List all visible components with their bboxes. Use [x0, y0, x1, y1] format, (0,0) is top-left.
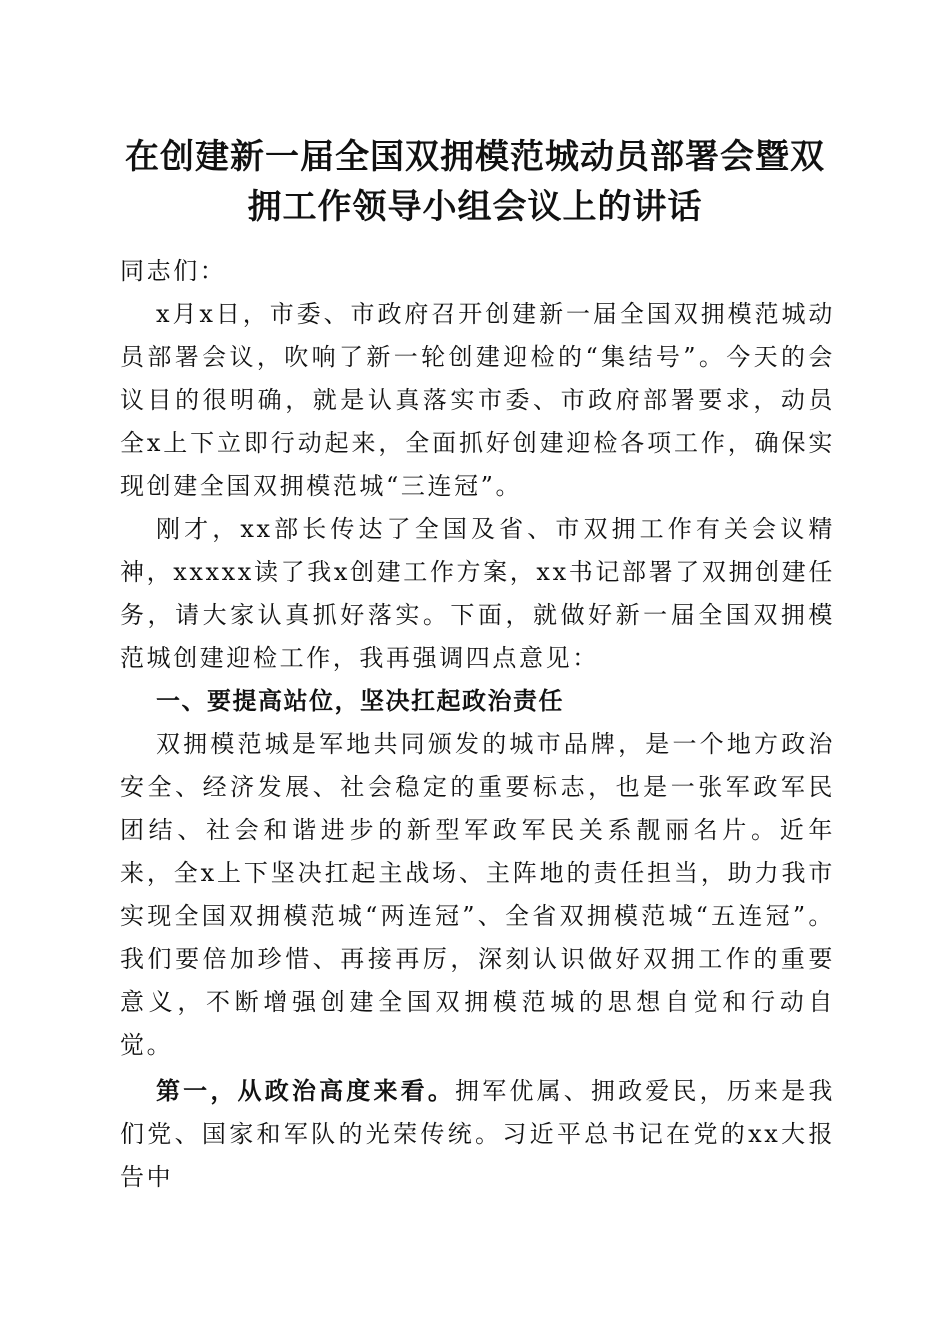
paragraph-1: x月x日，市委、市政府召开创建新一届全国双拥模范城动员部署会议，吹响了新一轮创建迎检的“集结号”。今天的会议目的很明确，就是认真落实市委、市政府部署要求，动员全x上下立即行动起来，全面抓好创建迎检各项工作，确保实现创建全国双拥模范城“三连冠”。	[120, 300, 835, 500]
paragraph-4-lead: 第一，从政治高度来看。	[156, 1076, 456, 1105]
paragraph-2: 刚才，xx部长传达了全国及省、市双拥工作有关会议精神，xxxxx读了我x创建工作方案，xx书记部署了双拥创建任务，请大家认真抓好落实。下面，就做好新一届全国双拥模范城创建迎检工作，我再强调四点意见：	[120, 515, 835, 672]
paragraph-4	[120, 1069, 835, 1199]
paragraph-4-text: 拥军优属、拥政爱民，历来是我们党、国家和军队的光荣传统。习近平总书记在党的xx大报告中	[120, 1077, 835, 1191]
paragraph-3: 双拥模范城是军地共同颁发的城市品牌，是一个地方政治安全、经济发展、社会稳定的重要标志，也是一张军政军民团结、社会和谐进步的新型军政军民关系靓丽名片。近年来，全x上下坚决扛起主战场、主阵地的责任担当，助力我市实现全国双拥模范城“两连冠”、全省双拥模范城“五连冠”。我们要倍加珍惜、再接再厉，深刻认识做好双拥工作的重要意义，不断增强创建全国双拥模范城的思想自觉和行动自觉。	[120, 730, 835, 1059]
section-heading-1: 一、要提高站位，坚决扛起政治责任	[156, 687, 564, 715]
salutation: 同志们：	[120, 257, 227, 285]
title-line-1: 在创建新一届全国双拥模范城动员部署会暨双	[125, 137, 825, 177]
document-body	[120, 250, 835, 1199]
document-title	[110, 132, 840, 232]
title-line-2: 拥工作领导小组会议上的讲话	[247, 187, 703, 227]
